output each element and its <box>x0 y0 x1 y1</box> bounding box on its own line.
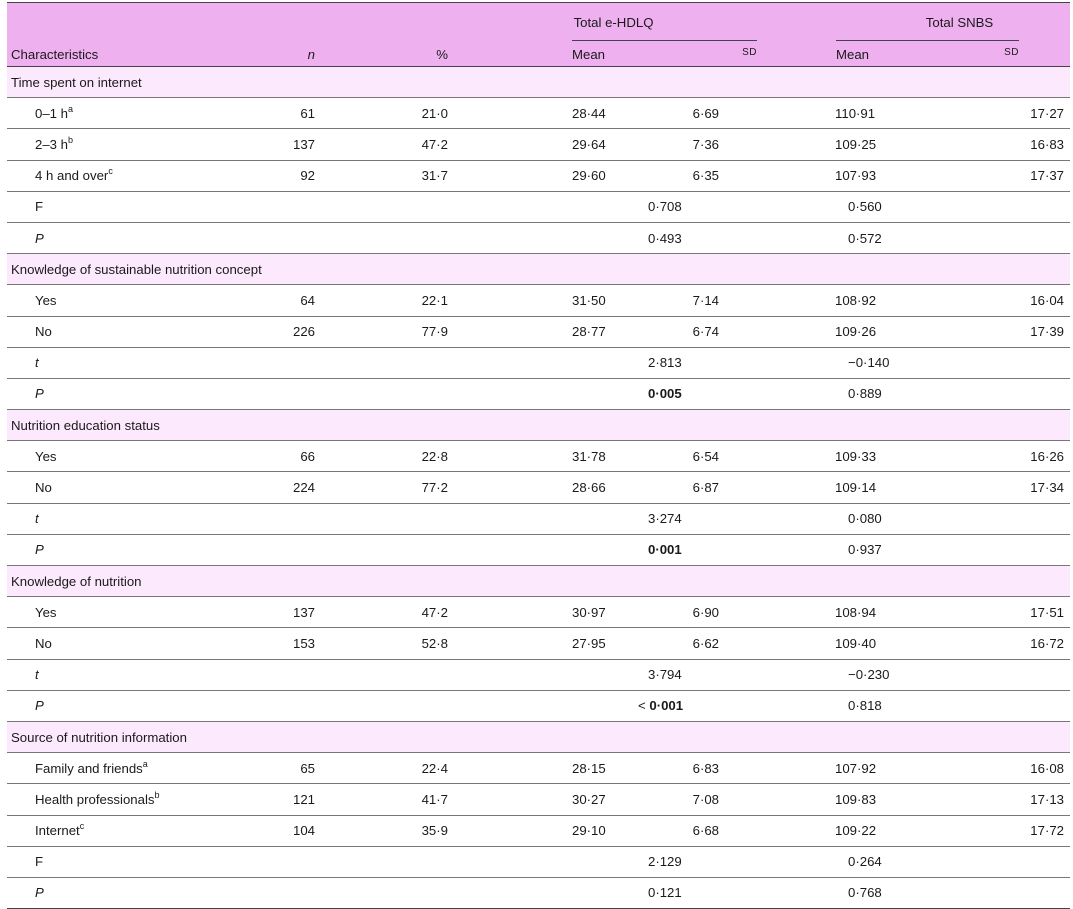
empty-cell <box>315 877 448 908</box>
n-value: 137 <box>235 597 315 628</box>
pct-value: 22·4 <box>315 753 448 784</box>
ehdlq-sd: 7·14 <box>508 285 719 316</box>
row-label: Yes <box>35 448 57 464</box>
header-row-1 <box>7 3 1070 35</box>
ehdlq-sd: 6·83 <box>508 753 719 784</box>
snbs-sd: 17·13 <box>1030 791 1065 807</box>
empty-cell <box>315 846 448 877</box>
empty-cell <box>315 378 448 409</box>
table-row <box>7 784 1070 815</box>
stat-row <box>7 846 1070 877</box>
snbs-mean: 109·22 <box>835 823 877 839</box>
snbs-cell <box>771 597 1070 628</box>
snbs-mean: 108·92 <box>835 292 877 308</box>
pct-value: 35·9 <box>315 815 448 846</box>
ehdlq-stat-value: 3·794 <box>648 667 682 683</box>
snbs-sd: 16·72 <box>1030 635 1065 651</box>
snbs-mean: 108·94 <box>835 604 877 620</box>
row-label-cell <box>7 160 235 191</box>
snbs-mean: 107·92 <box>835 760 877 776</box>
section-header-row <box>7 566 1070 597</box>
data-table <box>7 2 1070 909</box>
ehdlq-mean: 28·44 <box>448 98 508 129</box>
snbs-stat-cell <box>719 191 1070 222</box>
n-value: 137 <box>235 129 315 160</box>
row-label-cell <box>7 815 235 846</box>
snbs-stat-cell <box>719 846 1070 877</box>
ehdlq-mean: 28·15 <box>448 753 508 784</box>
stat-row <box>7 222 1070 253</box>
snbs-stat-cell <box>719 877 1070 908</box>
snbs-sd: 16·08 <box>1030 760 1065 776</box>
snbs-mean: 109·25 <box>835 136 877 152</box>
row-label-cell <box>7 316 235 347</box>
ehdlq-stat-cell <box>448 690 719 721</box>
stat-label: P <box>7 690 235 721</box>
snbs-stat-value: 0·264 <box>848 854 882 870</box>
stat-label: P <box>7 877 235 908</box>
snbs-mean: 109·83 <box>835 791 877 807</box>
snbs-stat-value: 0·560 <box>848 199 882 215</box>
snbs-stat-value: 0·768 <box>848 885 882 901</box>
snbs-header-cell <box>719 3 1070 35</box>
snbs-stat-value: −0·140 <box>848 355 890 371</box>
snbs-cell <box>771 160 1070 191</box>
row-label: Yes <box>35 604 57 620</box>
section-header-row <box>7 721 1070 752</box>
stat-label: t <box>7 347 235 378</box>
snbs-mean-spacer <box>719 129 771 160</box>
snbs-cell <box>771 316 1070 347</box>
snbs-mean-spacer <box>719 815 771 846</box>
less-than-sign: < <box>638 698 650 714</box>
n-value: 121 <box>235 784 315 815</box>
snbs-mean: 110·91 <box>835 105 876 121</box>
row-label: Health professionals <box>35 791 155 807</box>
snbs-cell <box>771 285 1070 316</box>
snbs-cell <box>771 98 1070 129</box>
snbs-stat-value: 0·937 <box>848 542 882 558</box>
empty-cell <box>235 347 315 378</box>
pct-header: % <box>315 34 448 67</box>
n-value: 224 <box>235 472 315 503</box>
snbs-mean: 109·14 <box>835 480 877 496</box>
row-label: No <box>35 480 52 496</box>
stat-row <box>7 378 1070 409</box>
snbs-sd: 16·26 <box>1030 448 1065 464</box>
snbs-stat-cell <box>719 690 1070 721</box>
ehdlq-stat-cell <box>448 378 719 409</box>
snbs-cell <box>771 815 1070 846</box>
n-value: 61 <box>235 98 315 129</box>
table-row <box>7 316 1070 347</box>
snbs-stat-value: 0·572 <box>848 230 882 246</box>
row-label: Yes <box>35 292 57 308</box>
pct-value: 47·2 <box>315 129 448 160</box>
pct-value: 41·7 <box>315 784 448 815</box>
ehdlq-stat-value: 3·274 <box>648 511 682 527</box>
empty-cell <box>235 534 315 565</box>
snbs-mean-spacer <box>719 285 771 316</box>
ehdlq-stat-value: 2·129 <box>648 854 682 870</box>
stat-label: P <box>7 222 235 253</box>
section-title: Time spent on internet <box>7 67 1070 98</box>
snbs-stat-value: 0·818 <box>848 698 882 714</box>
empty-cell <box>235 503 315 534</box>
ehdlq-stat-cell <box>448 222 719 253</box>
empty-cell <box>315 222 448 253</box>
table-row <box>7 472 1070 503</box>
stat-row <box>7 659 1070 690</box>
n-value: 226 <box>235 316 315 347</box>
n-header: n <box>235 34 315 67</box>
pct-value: 31·7 <box>315 160 448 191</box>
stat-row <box>7 191 1070 222</box>
empty-cell <box>235 690 315 721</box>
empty-cell <box>315 659 448 690</box>
table-row <box>7 98 1070 129</box>
footnote-marker: c <box>79 821 85 832</box>
ehdlq-mean: 30·97 <box>448 597 508 628</box>
table-row <box>7 815 1070 846</box>
table-row <box>7 753 1070 784</box>
snbs-mean: 107·93 <box>835 168 877 184</box>
ehdlq-stat-value: 0·005 <box>648 386 682 402</box>
stat-row <box>7 347 1070 378</box>
ehdlq-sd: 7·08 <box>508 784 719 815</box>
ehdlq-mean: 28·66 <box>448 472 508 503</box>
stat-label: t <box>7 659 235 690</box>
snbs-mean-spacer <box>719 441 771 472</box>
ehdlq-stat-cell <box>448 191 719 222</box>
snbs-mean-spacer <box>719 753 771 784</box>
snbs-sd: 17·72 <box>1030 823 1065 839</box>
characteristics-header: Characteristics <box>7 34 235 67</box>
ehdlq-sd: 6·87 <box>508 472 719 503</box>
ehdlq-subheader <box>448 34 757 67</box>
pct-value: 21·0 <box>315 98 448 129</box>
ehdlq-stat-cell <box>448 503 719 534</box>
table-row <box>7 597 1070 628</box>
ehdlq-stat-value: 2·813 <box>648 355 682 371</box>
empty-cell <box>315 534 448 565</box>
section-title: Knowledge of nutrition <box>7 566 1070 597</box>
stat-label: P <box>7 534 235 565</box>
empty-cell <box>315 690 448 721</box>
n-value: 66 <box>235 441 315 472</box>
ehdlq-stat-value: 0·708 <box>648 199 682 215</box>
snbs-cell <box>771 129 1070 160</box>
ehdlq-mean: 30·27 <box>448 784 508 815</box>
section-header-row <box>7 254 1070 285</box>
stat-row <box>7 690 1070 721</box>
snbs-sd-header: SD <box>1004 47 1020 58</box>
snbs-mean-spacer <box>719 316 771 347</box>
ehdlq-sd: 6·68 <box>508 815 719 846</box>
snbs-sd: 16·04 <box>1030 292 1065 308</box>
stat-label: P <box>7 378 235 409</box>
row-label-cell <box>7 784 235 815</box>
table-row <box>7 129 1070 160</box>
ehdlq-header: Total e-HDLQ <box>573 15 654 30</box>
ehdlq-stat-value: 0·493 <box>648 230 682 246</box>
snbs-header: Total SNBS <box>925 15 994 30</box>
table-row <box>7 285 1070 316</box>
snbs-mean-header: Mean <box>836 47 870 62</box>
stat-label: F <box>7 191 235 222</box>
ehdlq-sd: 6·62 <box>508 628 719 659</box>
snbs-sd: 17·39 <box>1030 324 1065 340</box>
row-label-cell <box>7 597 235 628</box>
snbs-cell <box>771 753 1070 784</box>
row-label: Internet <box>35 823 80 839</box>
section-title: Knowledge of sustainable nutrition concept <box>7 254 1070 285</box>
ehdlq-mean-header: Mean <box>572 47 605 62</box>
row-label-cell <box>7 628 235 659</box>
snbs-mean-spacer <box>719 98 771 129</box>
ehdlq-stat-cell <box>448 877 719 908</box>
ehdlq-mean: 31·50 <box>448 285 508 316</box>
ehdlq-stat-cell <box>448 846 719 877</box>
stat-row <box>7 534 1070 565</box>
ehdlq-stat-cell <box>448 659 719 690</box>
snbs-sd: 17·51 <box>1030 604 1065 620</box>
empty-cell <box>315 191 448 222</box>
row-label: Family and friends <box>35 760 143 776</box>
ehdlq-sd: 6·35 <box>508 160 719 191</box>
n-value: 92 <box>235 160 315 191</box>
ehdlq-sd: 6·90 <box>508 597 719 628</box>
empty-cell <box>235 846 315 877</box>
snbs-mean: 109·40 <box>835 635 877 651</box>
snbs-stat-cell <box>719 534 1070 565</box>
row-label: No <box>35 324 52 340</box>
row-label-cell <box>7 753 235 784</box>
n-value: 64 <box>235 285 315 316</box>
section-header-row <box>7 410 1070 441</box>
pct-value: 77·9 <box>315 316 448 347</box>
row-label: 2–3 h <box>35 136 69 152</box>
ehdlq-mean: 27·95 <box>448 628 508 659</box>
snbs-cell <box>771 441 1070 472</box>
section-title: Source of nutrition information <box>7 721 1070 752</box>
pct-value: 52·8 <box>315 628 448 659</box>
empty-cell <box>235 378 315 409</box>
snbs-sd: 17·34 <box>1030 480 1065 496</box>
ehdlq-mean: 29·60 <box>448 160 508 191</box>
empty-cell <box>235 222 315 253</box>
ehdlq-stat-value: 0·121 <box>648 885 682 901</box>
snbs-stat-cell <box>719 222 1070 253</box>
snbs-mean-spacer <box>719 160 771 191</box>
stat-row <box>7 503 1070 534</box>
row-label-cell <box>7 285 235 316</box>
ehdlq-mean: 29·10 <box>448 815 508 846</box>
pct-value: 47·2 <box>315 597 448 628</box>
snbs-mean-spacer <box>719 472 771 503</box>
snbs-stat-value: 0·889 <box>848 386 882 402</box>
footnote-marker: a <box>68 103 74 114</box>
footnote-marker: c <box>108 166 113 177</box>
table-row <box>7 628 1070 659</box>
section-title: Nutrition education status <box>7 410 1070 441</box>
pct-value: 22·1 <box>315 285 448 316</box>
stat-label: F <box>7 846 235 877</box>
footnote-marker: b <box>68 134 74 145</box>
n-value: 65 <box>235 753 315 784</box>
snbs-stat-cell <box>719 347 1070 378</box>
snbs-mean-spacer <box>719 628 771 659</box>
n-value: 153 <box>235 628 315 659</box>
snbs-mean-spacer <box>719 784 771 815</box>
ehdlq-sd: 6·54 <box>508 441 719 472</box>
stat-label: t <box>7 503 235 534</box>
row-label-cell <box>7 129 235 160</box>
snbs-cell <box>771 628 1070 659</box>
header-row-2 <box>7 34 1070 67</box>
ehdlq-mean: 29·64 <box>448 129 508 160</box>
snbs-sd: 16·83 <box>1030 136 1065 152</box>
row-label-cell <box>7 472 235 503</box>
ehdlq-sd: 7·36 <box>508 129 719 160</box>
empty-cell <box>315 503 448 534</box>
snbs-stat-value: −0·230 <box>848 667 890 683</box>
table-row <box>7 441 1070 472</box>
ehdlq-sd: 6·69 <box>508 98 719 129</box>
snbs-subheader <box>719 34 1070 67</box>
snbs-stat-cell <box>719 659 1070 690</box>
snbs-sd: 17·27 <box>1030 105 1065 121</box>
empty-cell <box>315 347 448 378</box>
section-header-row <box>7 67 1070 98</box>
ehdlq-mean: 31·78 <box>448 441 508 472</box>
snbs-stat-cell <box>719 503 1070 534</box>
snbs-cell <box>771 472 1070 503</box>
snbs-stat-value: 0·080 <box>848 511 882 527</box>
row-label: 4 h and over <box>35 168 109 184</box>
stat-row <box>7 877 1070 908</box>
empty-cell <box>235 659 315 690</box>
row-label-cell <box>7 441 235 472</box>
n-value: 104 <box>235 815 315 846</box>
empty-cell <box>235 191 315 222</box>
snbs-cell <box>771 784 1070 815</box>
pct-value: 22·8 <box>315 441 448 472</box>
snbs-sd: 17·37 <box>1030 168 1065 184</box>
ehdlq-stat-cell <box>448 347 719 378</box>
footnote-marker: a <box>142 758 148 769</box>
pct-value: 77·2 <box>315 472 448 503</box>
table-row <box>7 160 1070 191</box>
row-label-cell <box>7 98 235 129</box>
ehdlq-header-cell <box>448 3 719 35</box>
snbs-stat-cell <box>719 378 1070 409</box>
ehdlq-stat-value: 0·001 <box>649 698 684 714</box>
footnote-marker: b <box>154 789 160 800</box>
ehdlq-sd-header: SD <box>742 47 757 58</box>
snbs-mean-spacer <box>719 597 771 628</box>
ehdlq-stat-value: 0·001 <box>648 542 682 558</box>
snbs-mean: 109·33 <box>835 448 877 464</box>
empty-cell <box>235 877 315 908</box>
row-label: No <box>35 635 52 651</box>
ehdlq-sd: 6·74 <box>508 316 719 347</box>
ehdlq-stat-cell <box>448 534 719 565</box>
ehdlq-mean: 28·77 <box>448 316 508 347</box>
row-label: 0–1 h <box>35 105 69 121</box>
snbs-mean: 109·26 <box>835 324 877 340</box>
